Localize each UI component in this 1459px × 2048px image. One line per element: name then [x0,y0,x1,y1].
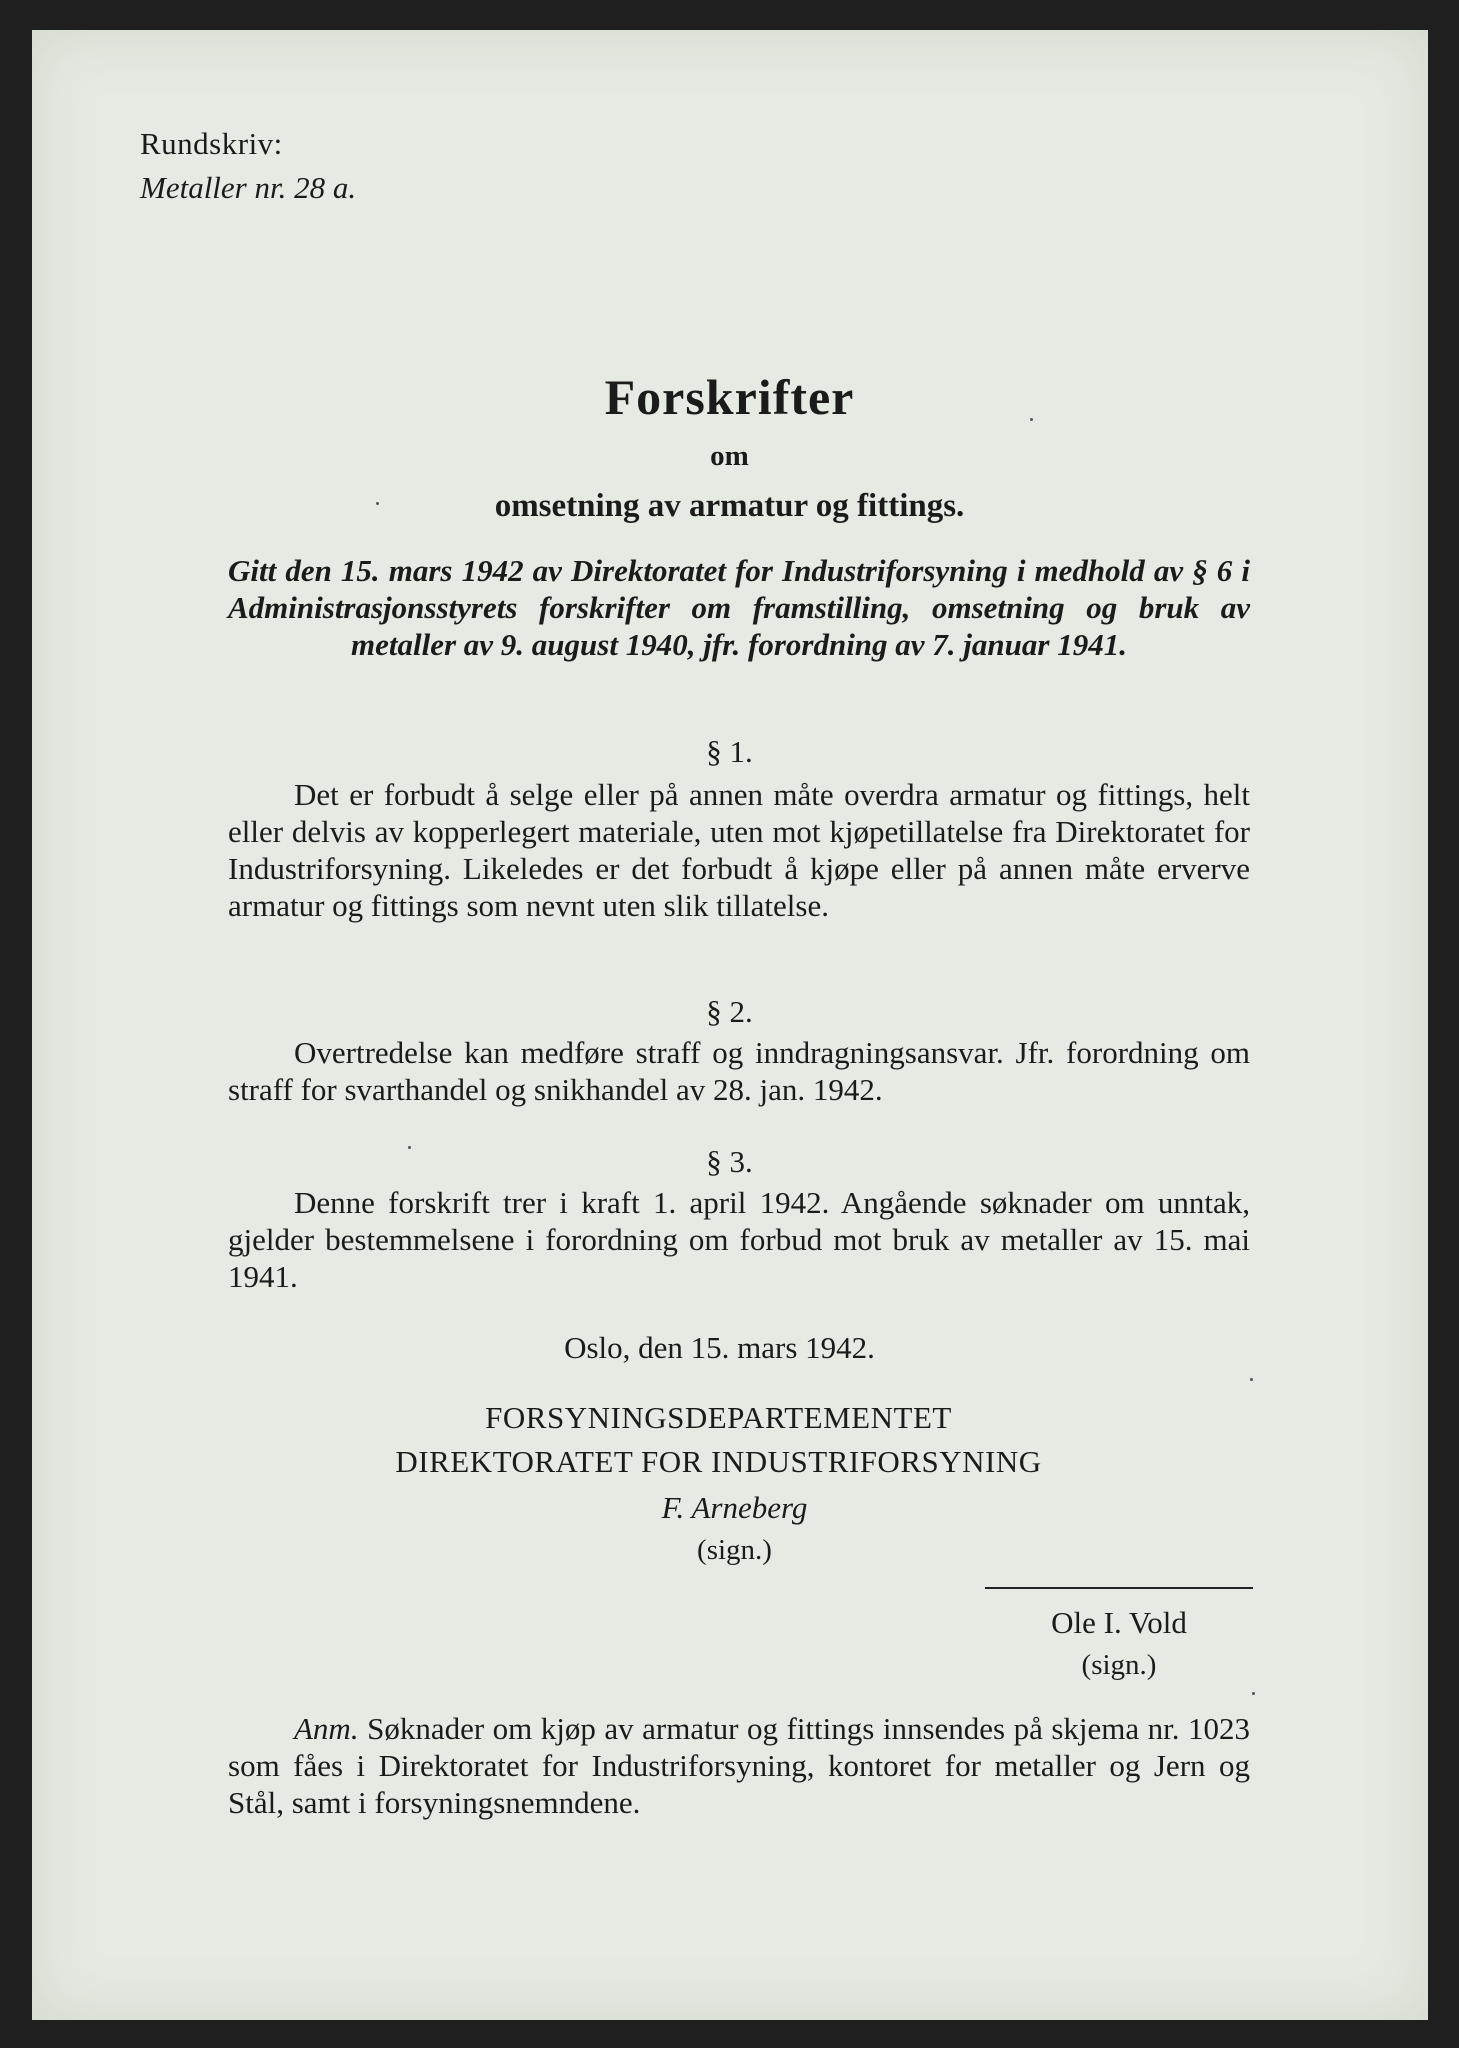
second-signatory-sign-note: (sign.) [1081,1649,1157,1681]
place-and-date: Oslo, den 15. mars 1942. [564,1330,875,1365]
signatory-name: F. Arneberg [661,1490,808,1525]
directorate-name: DIREKTORATET FOR INDUSTRIFORSYNING [395,1444,1042,1479]
signature-rule [985,1587,1253,1589]
paper-speck [376,502,379,505]
section-3-heading: § 3. [706,1144,753,1179]
section-3-body [228,1184,1250,1295]
paper-speck [1252,1692,1255,1695]
section-1-heading: § 1. [706,734,753,769]
document-subtitle: omsetning av armatur og fittings. [494,488,965,524]
circular-number: Metaller nr. 28 a. [140,170,357,205]
section-1-text: Det er forbudt å selge eller på annen måte overdra armatur og fittings, helt eller delvis av kopperlegert materiale, uten mot kjøpetillatelse fra Direktoratet for Industriforsyning. Likeledes er det forbudt å kjøpe eller på annen måte erverve armatur og fittings som nevnt uten slik tillatelse. [228,777,1250,923]
section-2-text: Overtredelse kan medføre straff og inndragningsansvar. Jfr. forordning om straff for svarthandel og snikhandel av 28. jan. 1942. [228,1035,1250,1107]
issuance-statement: Gitt den 15. mars 1942 av Direktoratet for Industriforsyning i medhold av § 6 i Administrasjonsstyrets forskrifter om framstilling, omsetning og bruk av metaller av 9. august 1940, jfr. forordning av 7. januar 1941. [228,553,1250,662]
department-name: FORSYNINGSDEPARTEMENTET [485,1400,952,1435]
paper-speck [1250,1378,1253,1381]
section-2-body [228,1034,1250,1108]
section-3-text: Denne forskrift trer i kraft 1. april 1942. Angående søknader om unntak, gjelder bestemmelsene i forordning om forbud mot bruk av metaller av 15. mai 1941. [228,1185,1250,1294]
annotation-paragraph [228,1710,1250,1821]
circular-label: Rundskriv: [140,126,283,161]
paper-speck [1030,418,1033,421]
circular-header [140,122,356,210]
annotation [228,1710,1250,1821]
annotation-label: Anm. [294,1711,359,1746]
section-2-heading: § 2. [706,994,753,1029]
paper-speck [408,1146,411,1149]
signatory-sign-note: (sign.) [697,1534,772,1566]
annotation-text: Søknader om kjøp av armatur og fittings innsendes på skjema nr. 1023 som fåes i Direktoratet for Industriforsyning, kontoret for metaller og Jern og Stål, samt i forsyningsnemndene. [228,1711,1250,1820]
second-signatory-name: Ole I. Vold [1051,1605,1187,1640]
title-connector: om [710,440,749,472]
section-1-body [228,776,1250,924]
document-title: Forskrifter [604,369,855,425]
